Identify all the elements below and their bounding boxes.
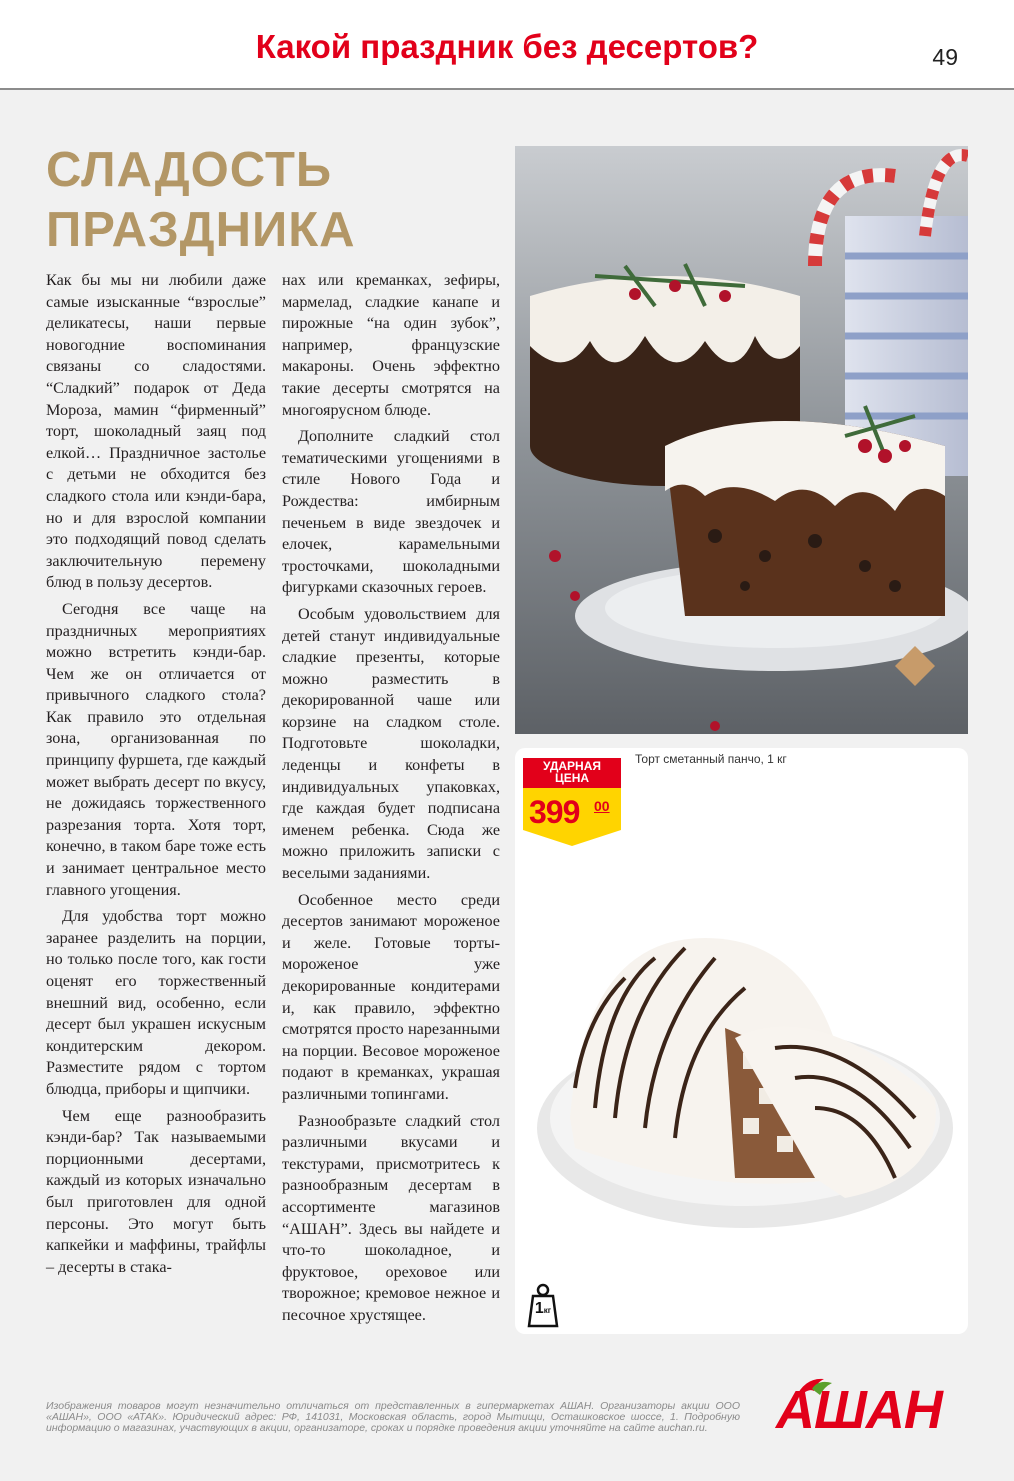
badge-line-1: УДАРНАЯ bbox=[542, 759, 602, 773]
paragraph: Дополните сладкий стол тематическими угощениями в стиле Нового Года и Рождества: имбирным печеньем в виде звездочек и елочек, карамельными тросточками, шоколадными фигурками сказочных героев. bbox=[282, 427, 500, 597]
legal-disclaimer: Изображения товаров могут незначительно отличаться от представленных в гипермаркетах АШАН. Организаторы акции ООО «АШАН», ООО «АТАК». Юридический адрес: РФ, 141031, Московская область, город Мытищи, Осташковское шоссе, 1. Подробную информацию о магазинах, участвующих в акции, организаторе, сроках и порядке проведения акции уточняйте на сайте auchan.ru. bbox=[46, 1400, 740, 1434]
paragraph: Особым удовольствием для детей станут индивидуальные сладкие презенты, которые можно разместить в декорированной чаше или корзине на сладком столе. Подготовьте шоколадки, леденцы и конфеты в индивидуальных упаковках, где каждая будет подписана именем ребенка. Сюда же можно приложить записки с веселыми заданиями. bbox=[282, 604, 500, 883]
headline-line-1: СЛАДОСТЬ bbox=[46, 143, 333, 197]
paragraph: Как бы мы ни любили даже самые изысканные “взрослые” деликатесы, наши первые новогодние воспоминания связаны со сладостями. “Сладкий” подарок от Деда Мороза, мамин “фирменный” торт, шоколадный заяц под елкой… Праздничное застолье с детьми не обходится без сладкого стола или кэнди-бара, но и для взрослой компании это подходящий повод сделать заключительную перемену блюд в пользу десертов. bbox=[46, 271, 266, 592]
article-headline bbox=[46, 140, 355, 260]
paragraph: Чем еще разнообразить кэнди-бар? Так называемыми порционными десертами, каждый из которых изначально был приготовлен для одной персоны. Это могут быть капкейки и маффины, трайфлы – десерты в стака- bbox=[46, 1106, 266, 1276]
badge-label bbox=[519, 760, 625, 784]
page-number: 49 bbox=[932, 44, 958, 70]
price-badge bbox=[519, 754, 625, 846]
paragraph: Разнообразьте сладкий стол различными вкусами и текстурами, присмотритесь к разнообразным десертам в ассортименте магазинов “АШАН”. Здесь вы найдете и что-то шоколадное, и фруктовое, ореховое или творожное; кремовое нежное и песочное хрустящее. bbox=[282, 1111, 500, 1324]
product-card[interactable] bbox=[515, 748, 968, 1334]
paragraph: нах или креманках, зефиры, мармелад, сладкие канапе и пирожные “на один зубок”, например, французские макароны. Очень эффектно такие десерты смотрятся на многоярусном блюде. bbox=[282, 271, 500, 419]
paragraph: Особенное место среди десертов занимают мороженое и желе. Готовые торты-мороженое уже декорированные кондитерами и, как правило, эффектно смотрятся просто нарезанными на порции. Весовое мороженое подают в креманках, украшая различными топингами. bbox=[282, 890, 500, 1103]
page-header bbox=[0, 0, 1014, 90]
auchan-logo[interactable] bbox=[776, 1379, 966, 1441]
pancho-cake-image bbox=[515, 878, 968, 1278]
badge-line-2: ЦЕНА bbox=[554, 771, 590, 785]
product-name: Торт сметанный панчо, 1 кг bbox=[635, 752, 787, 766]
weight-value: 1кг bbox=[534, 1300, 552, 1317]
paragraph: Для удобства торт можно заранее разделить на порции, но только после того, как гости оценят его торжественный внешний вид, особенно, если десерт был украшен искусным кондитерским декором. Разместите рядом с тортом блюдца, приборы и щипчики. bbox=[46, 907, 266, 1098]
section-title: Какой праздник без десертов? bbox=[255, 28, 759, 65]
article-column-2 bbox=[282, 270, 500, 1332]
price-main: 399 bbox=[529, 794, 580, 830]
headline-line-2: ПРАЗДНИКА bbox=[46, 203, 356, 257]
logo-text: АШАН bbox=[776, 1380, 942, 1440]
article-column-1 bbox=[46, 270, 266, 1283]
christmas-cake-photo bbox=[515, 146, 968, 734]
paragraph: Сегодня все чаще на праздничных мероприятиях можно встретить кэнди-бар. Чем же он отличается от привычного сладкого стола? Как правило это отдельная зона, организованная по принципу фуршета, где каждый может выбрать десерт по вкусу, не дожидаясь торжественного разрезания торта. Хотя торт, конечно, в таком баре тоже есть и занимает центральное место главного угощения. bbox=[46, 599, 266, 899]
weight-unit: кг bbox=[543, 1306, 552, 1315]
price-cents: 00 bbox=[594, 798, 610, 814]
weight-icon bbox=[523, 1282, 563, 1328]
